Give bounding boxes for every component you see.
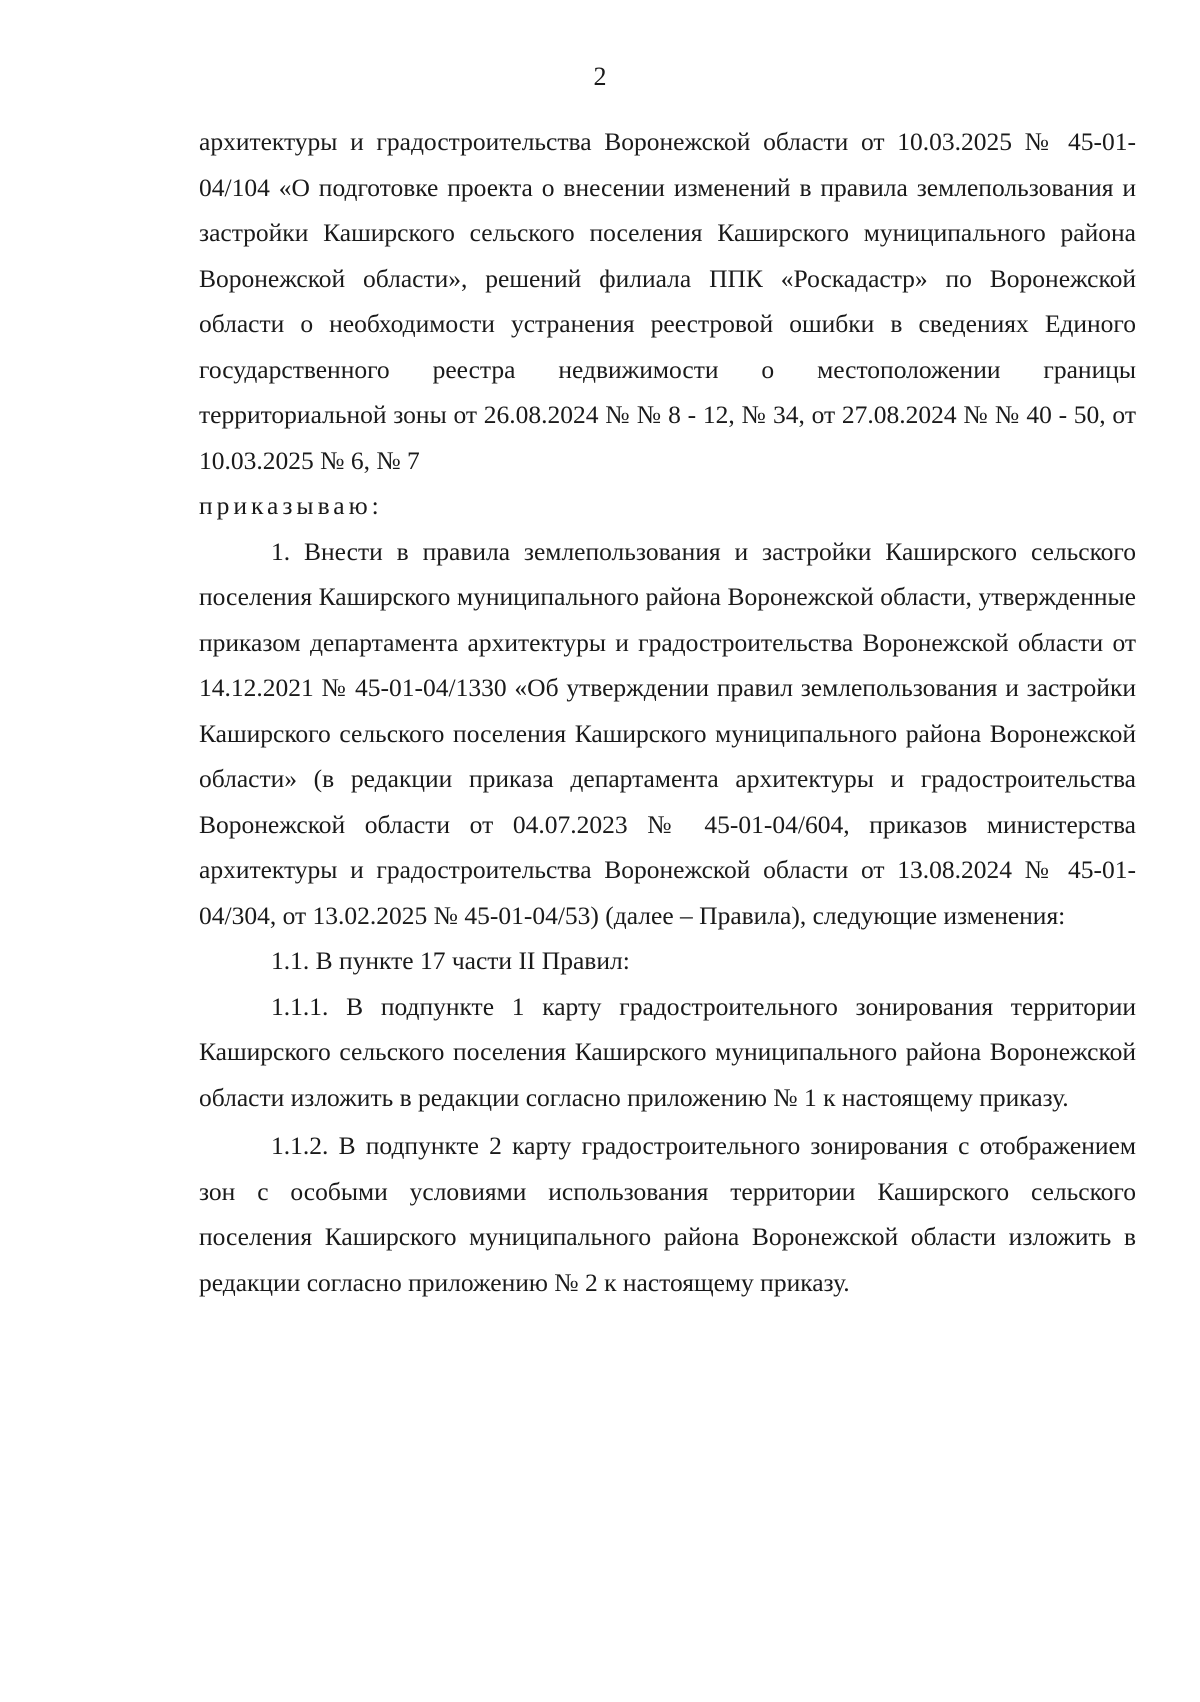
item-1-1-2-paragraph: 1.1.2. В подпункте 2 карту градостроительного зонирования с отображением зон с особыми условиями использования территории Каширского сельского поселения Каширского муниципального района Воронежской области изложить в редакции согласно приложению № 2 к настоящему приказу.: [199, 1131, 1136, 1297]
document-body: [199, 119, 1136, 1305]
item-1-paragraph: 1. Внести в правила землепользования и застройки Каширского сельского поселения Каширского муниципального района Воронежской области, утвержденные приказом департамента архитектуры и градостроительства Воронежской области от 14.12.2021 № 45-01-04/1330 «Об утверждении правил землепользования и застройки Каширского сельского поселения Каширского муниципального района Воронежской области» (в редакции приказа департамента архитектуры и градостроительства Воронежской области от 04.07.2023 № 45-01-04/604, приказов министерства архитектуры и градостроительства Воронежской области от 13.08.2024 № 45-01-04/304, от 13.02.2025 № 45-01-04/53) (далее – Правила), следующие изменения:: [199, 536, 1136, 930]
item-1-1-1-paragraph: 1.1.1. В подпункте 1 карту градостроительного зонирования территории Каширского сельского поселения Каширского муниципального района Воронежской области изложить в редакции согласно приложению № 1 к настоящему приказу.: [199, 991, 1136, 1112]
item-1-1-paragraph: 1.1. В пункте 17 части II Правил:: [271, 946, 630, 975]
page-number: 2: [593, 62, 607, 91]
order-word: приказываю:: [199, 491, 383, 520]
preamble-paragraph: архитектуры и градостроительства Воронежской области от 10.03.2025 № 45-01-04/104 «О подготовке проекта о внесении изменений в правила землепользования и застройки Каширского сельского поселения Каширского муниципального района Воронежской области», решений филиала ППК «Роскадастр» по Воронежской области о необходимости устранения реестровой ошибки в сведениях Единого государственного реестра недвижимости о местоположении границы территориальной зоны от 26.08.2024 № № 8 - 12, № 34, от 27.08.2024 № № 40 - 50, от 10.03.2025 № 6, № 7: [199, 127, 1136, 475]
